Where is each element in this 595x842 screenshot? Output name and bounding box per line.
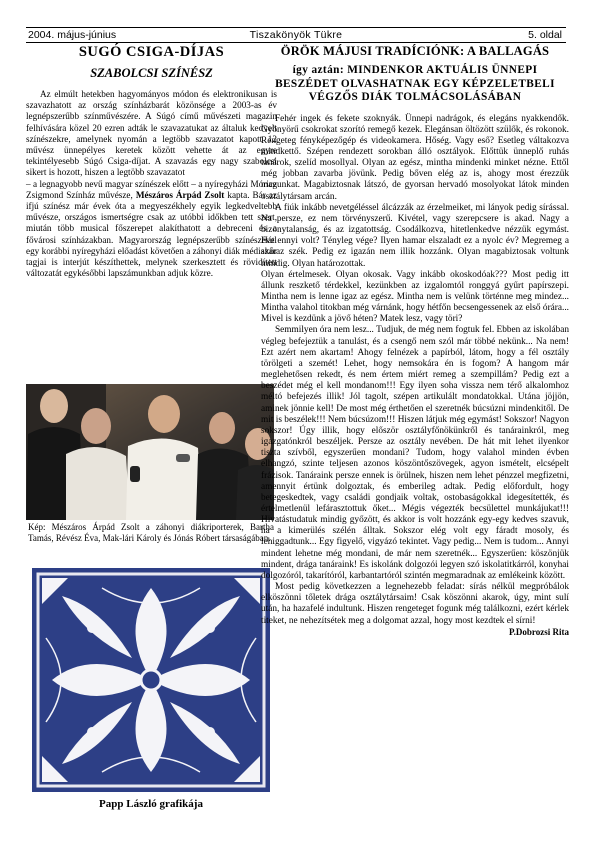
interview-photo — [26, 384, 274, 520]
author-signature: P.Dobrozsi Rita — [508, 626, 569, 637]
right-paragraph-1: Fehér ingek és fekete szoknyák. Ünnepi nadrágok, és elegáns nyakkendők. Gyönyörű csokrokat szorító remegő kezek. Elegánsan öltözött szülők, és rokonok. Rengeteg fényképezőgép és videokamera. Hőség. Vagy eső? Esetleg váltakozva mindkettő. Szépen rendezett sorokban álló osztályok. Előttük ünneplő ruhás tanárok, szelíd mosollyal. Olyan az egész, mintha mindenki minket nézne. Ettől még jobban zavarba jövünk. Pedig bőven elég az is, ahogy most érezzük magunkat. Magabiztosnak látszó, de gyorsan hervadó mosolyokat látok minden osztálytársam arcán. — [261, 113, 569, 202]
right-paragraph-2: A fiúk inkább nevetgéléssel álcázzák az érzelmeiket, mi lányok pedig sírással. Na persze, ez nem törvényszerű. Kivétel, vagy szerepcsere is akad. Nagy a bizonytalanság, és az izgatottság. Csodálkozva, hitetlenkedve nézzük egymást. Hát ennyi volt? Tényleg vége? Ilyen hamar elszaladt ez a nyolc év? Megremeg a száraz szék. Pedig ez igazán nem illik hozzánk. Olyan magabiztosak voltunk mindig. Olyan határozottak. — [261, 202, 569, 269]
left-p2-start: – a legnagyobb nevű magyar színészek előtt – a nyíregyházi Móricz Zsigmond Színház művésze, — [26, 178, 277, 200]
right-subtitle-main: MINDENKOR AKTUÁLIS ÜNNEPI BESZÉDET OLVASHATNAK EGY KÉPZELETBELI VÉGZŐS DIÁK TOLMÁCSOLÁSÁBAN — [275, 64, 555, 103]
page-number: 5. oldal — [528, 29, 562, 41]
right-paragraph-5: Most pedig következzen a legnehezebb feladat: sírás nélkül megpróbálok elköszönni tőletek drága osztálytársaim! Csak köszönni akarok, úgy, mint sulí után, ha hazafelé indultunk. Hiszen rengeteget fogunk még találkozni, ezért kérlek titeket, ne nehezítsétek meg a dolgomat azzal, hogy most kezdtek el sírni! — [261, 582, 569, 626]
right-article — [261, 44, 569, 638]
left-article — [26, 44, 277, 279]
left-paragraph-1: Az elmúlt hetekben hagyományos módon és elektronikusan is szavazhatott az ország színházbarát közönsége a 2003-as év legnépszerűbb színművészére. A Súgó című művészeti magazin felhívására közel 20 ezren adták le szavazatukat az általuk kedvelt színészekre, amelynek nyomán a legtöbb szavazatot kapott 12 művész ünnepélyes keretek között vehette át az egyre tekintélyesebb Súgó Csiga-díjat. A szavazás egy nagy szabolcsi sikert is hozott, hiszen a legtöbb szavazatot — [26, 89, 277, 178]
paper-name: Tiszakönyök Tükre — [249, 29, 343, 41]
graphic-caption: Papp László grafikája — [99, 798, 203, 810]
photo-caption: Kép: Mészáros Árpád Zsolt a záhonyi diákriporterek, Bartha Tamás, Révész Éva, Mak-lári Károly és Jónás Róbert társaságában. — [28, 522, 274, 543]
left-subtitle: SZABOLCSI SZÍNÉSZ — [90, 66, 213, 80]
left-body — [26, 89, 277, 279]
page-header — [26, 27, 566, 43]
left-title: SUGÓ CSIGA-DÍJAS — [78, 44, 225, 60]
left-p2-end: kapta. Bár az ifjú színész már évek óta a megyeszékhely egyik legkedveltebb művésze, országos ismertségre csak az utóbbi időkben tett szert, miután több musical főszerepet alakíthatott a debreceni és a fővárosi színházakban. Magyarország legnépszerűbb színészével egy korábbi nyíregyházi előadást követően a záhonyi diák médiakör tagjai is interjút készíthettek, melynek szerkesztett és rövidített változatát egykésőbbi lapszámunkban adjuk közre. — [26, 189, 277, 279]
right-body — [261, 114, 569, 638]
right-subtitle — [261, 64, 569, 105]
papp-laszlo-graphic — [32, 568, 270, 792]
actor-name: Mészáros Árpád Zsolt — [135, 189, 225, 200]
right-title: ÖRÖK MÁJUSI TRADÍCIÓNK: A BALLAGÁS — [280, 44, 550, 58]
left-paragraph-2 — [26, 179, 277, 280]
right-paragraph-4: Semmilyen óra nem lesz... Tudjuk, de még nem fogtuk fel. Ebben az iskolában végleg befejeztük a tanulást, és a csengő nem szól már többé nekünk... Na nem! Ezt azért nem akartam! Ahogy felnézek a papírból, látom, hogy a fél osztály törölgeti a szemét! Lehet, hogy nemsokára én is fogom? A hangom már meglehetősen rekedt, és nem értem miért remeg a szempillám? Pedig ezt a beszédet még el kell mondanom!!! Egy ilyen soha vissza nem térő alkalomhoz méltó befejezés illik! Jól tagolt, szépen artikulált mondatokkal. Utána jöjjön, aminek jönnie kell! De most még érthetően el szeretnék búcsúzni mindenkitől. De mit is beszélek!!! Nem búcsúzom!!! Hiszen látjuk még egymást! Sokszor! Nagyon sokszor! Úgy illik, hogy először osztályfőnökünkről és tanárainkról, meg igazgatónkról beszéljek. Persze az osztály nevében. De hát mit lehet ilyenkor tiszta szívből, egyszerűen mondani? Tudom, hogy valahol minden évben elhangzó, szinte teljesen azonos köszöntőszövegek, agyon ismételt, elcsépelt frázisok. Tanáraink persze ennek is örülnek, hiszen nem lehet pénzzel megfizetni, amennyit értünk dolgoztak, és emberileg adtak. Pedig előfordult, hogy betegeskedtek, vagy családi gondjaik voltak, ostobaságokkal idegesítették, és értelmetlenül lefárasztottuk őket... Mégis végezték becsülettel munkájukat!!! Hivatástudatuk mindig győzött, és akkor is volt hozzánk egy-egy kedves szavuk, ha a kimerülés szélén álltak. Sokszor elég volt egy fáradt mosoly, és lehiggadtunk... Egy figyelő, vigyázó tekintet. Vagy pedig... Nem is tudom... Annyi mindent lehetne még mondani, de már nem szeretnék... Egyszerűen: köszönjük mindent, drága tanáraink! Es iskolánk dolgozói legyen szó iskolatitkárról, konyhai dolgozóról, takarítóról, karbantartóról szintén megmaradnak az emlékeink között. — [261, 325, 569, 581]
right-subtitle-lead: így aztán: — [292, 64, 344, 76]
issue-date: 2004. május-június — [28, 29, 117, 41]
right-paragraph-3: Olyan értelmesek. Olyan okosak. Vagy inkább okoskodóak??? Most pedig itt állunk reszkető térdekkel, kezünkben az izgalomtól ronggyá gyűrt papírszepi. Mintha nem is lenne igaz az egész. Mintha nem is velünk történne meg mindez... Mintha valahol titokban még várnánk, hogy hétfőn becsengessenek az első órára... Mivel is kezdünk a jövő héten? Matek lesz, vagy töri? — [261, 269, 569, 325]
